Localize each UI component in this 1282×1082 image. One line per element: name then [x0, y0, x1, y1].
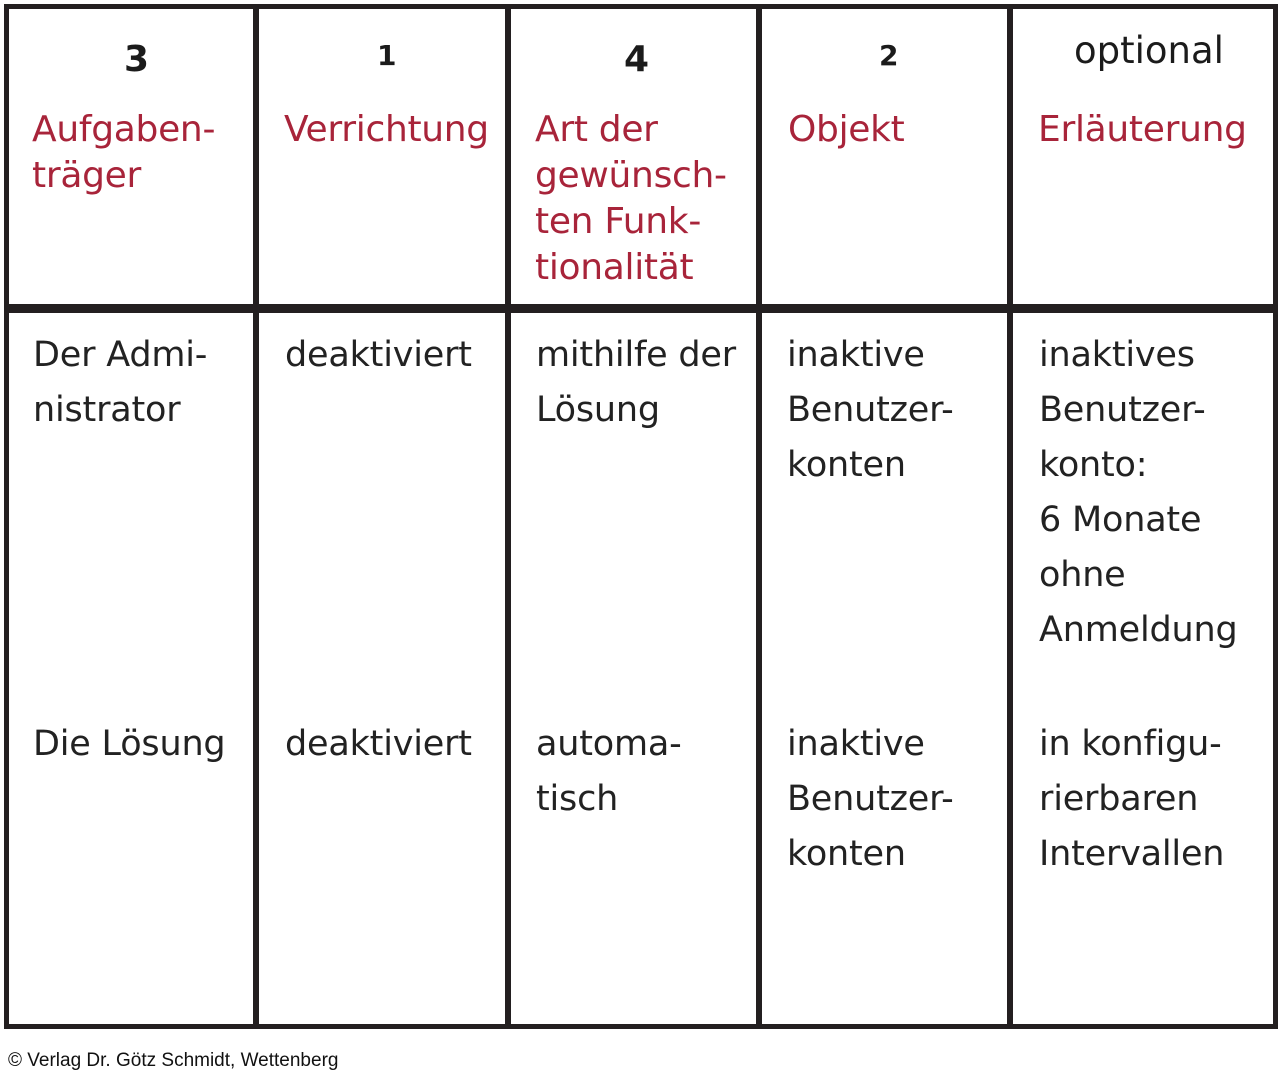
table-border-left [4, 4, 9, 1029]
table-cell: deaktiviert [285, 335, 472, 375]
table-border-top [4, 4, 1278, 9]
column-number: 1 [377, 39, 397, 72]
requirements-table [4, 4, 1278, 1029]
table-cell: inaktive Benutzer- konten [787, 335, 954, 485]
copyright-notice: © Verlag Dr. Götz Schmidt, Wettenberg [8, 1050, 339, 1071]
table-cell: Der Admi- nistrator [33, 335, 208, 430]
table-cell: automa- tisch [536, 724, 682, 819]
table-cell: deaktiviert [285, 724, 472, 764]
table-border-right [1273, 4, 1278, 1029]
column-divider-3 [756, 4, 762, 1029]
column-divider-1 [253, 4, 259, 1029]
column-divider-4 [1007, 4, 1013, 1029]
header-divider [4, 304, 1278, 313]
table-cell: mithilfe der Lösung [536, 335, 736, 430]
column-number: optional [1074, 29, 1224, 72]
column-number: 4 [624, 39, 650, 80]
column-header: Aufgaben- träger [32, 109, 216, 196]
table-cell: in konfigu- rierbaren Intervallen [1039, 724, 1225, 874]
column-header: Objekt [788, 109, 905, 150]
column-header: Erläuterung [1038, 109, 1247, 150]
table-cell: inaktive Benutzer- konten [787, 724, 954, 874]
column-number: 3 [124, 39, 150, 80]
table-cell: inaktives Benutzer- konto: 6 Monate ohne Anmeldung [1039, 335, 1238, 650]
column-divider-2 [505, 4, 511, 1029]
column-header: Verrichtung [284, 109, 489, 150]
column-number: 2 [879, 39, 899, 72]
table-border-bottom [4, 1024, 1278, 1029]
table-cell: Die Lösung [33, 724, 226, 764]
column-header: Art der gewünsch- ten Funk- tionalität [535, 109, 727, 288]
